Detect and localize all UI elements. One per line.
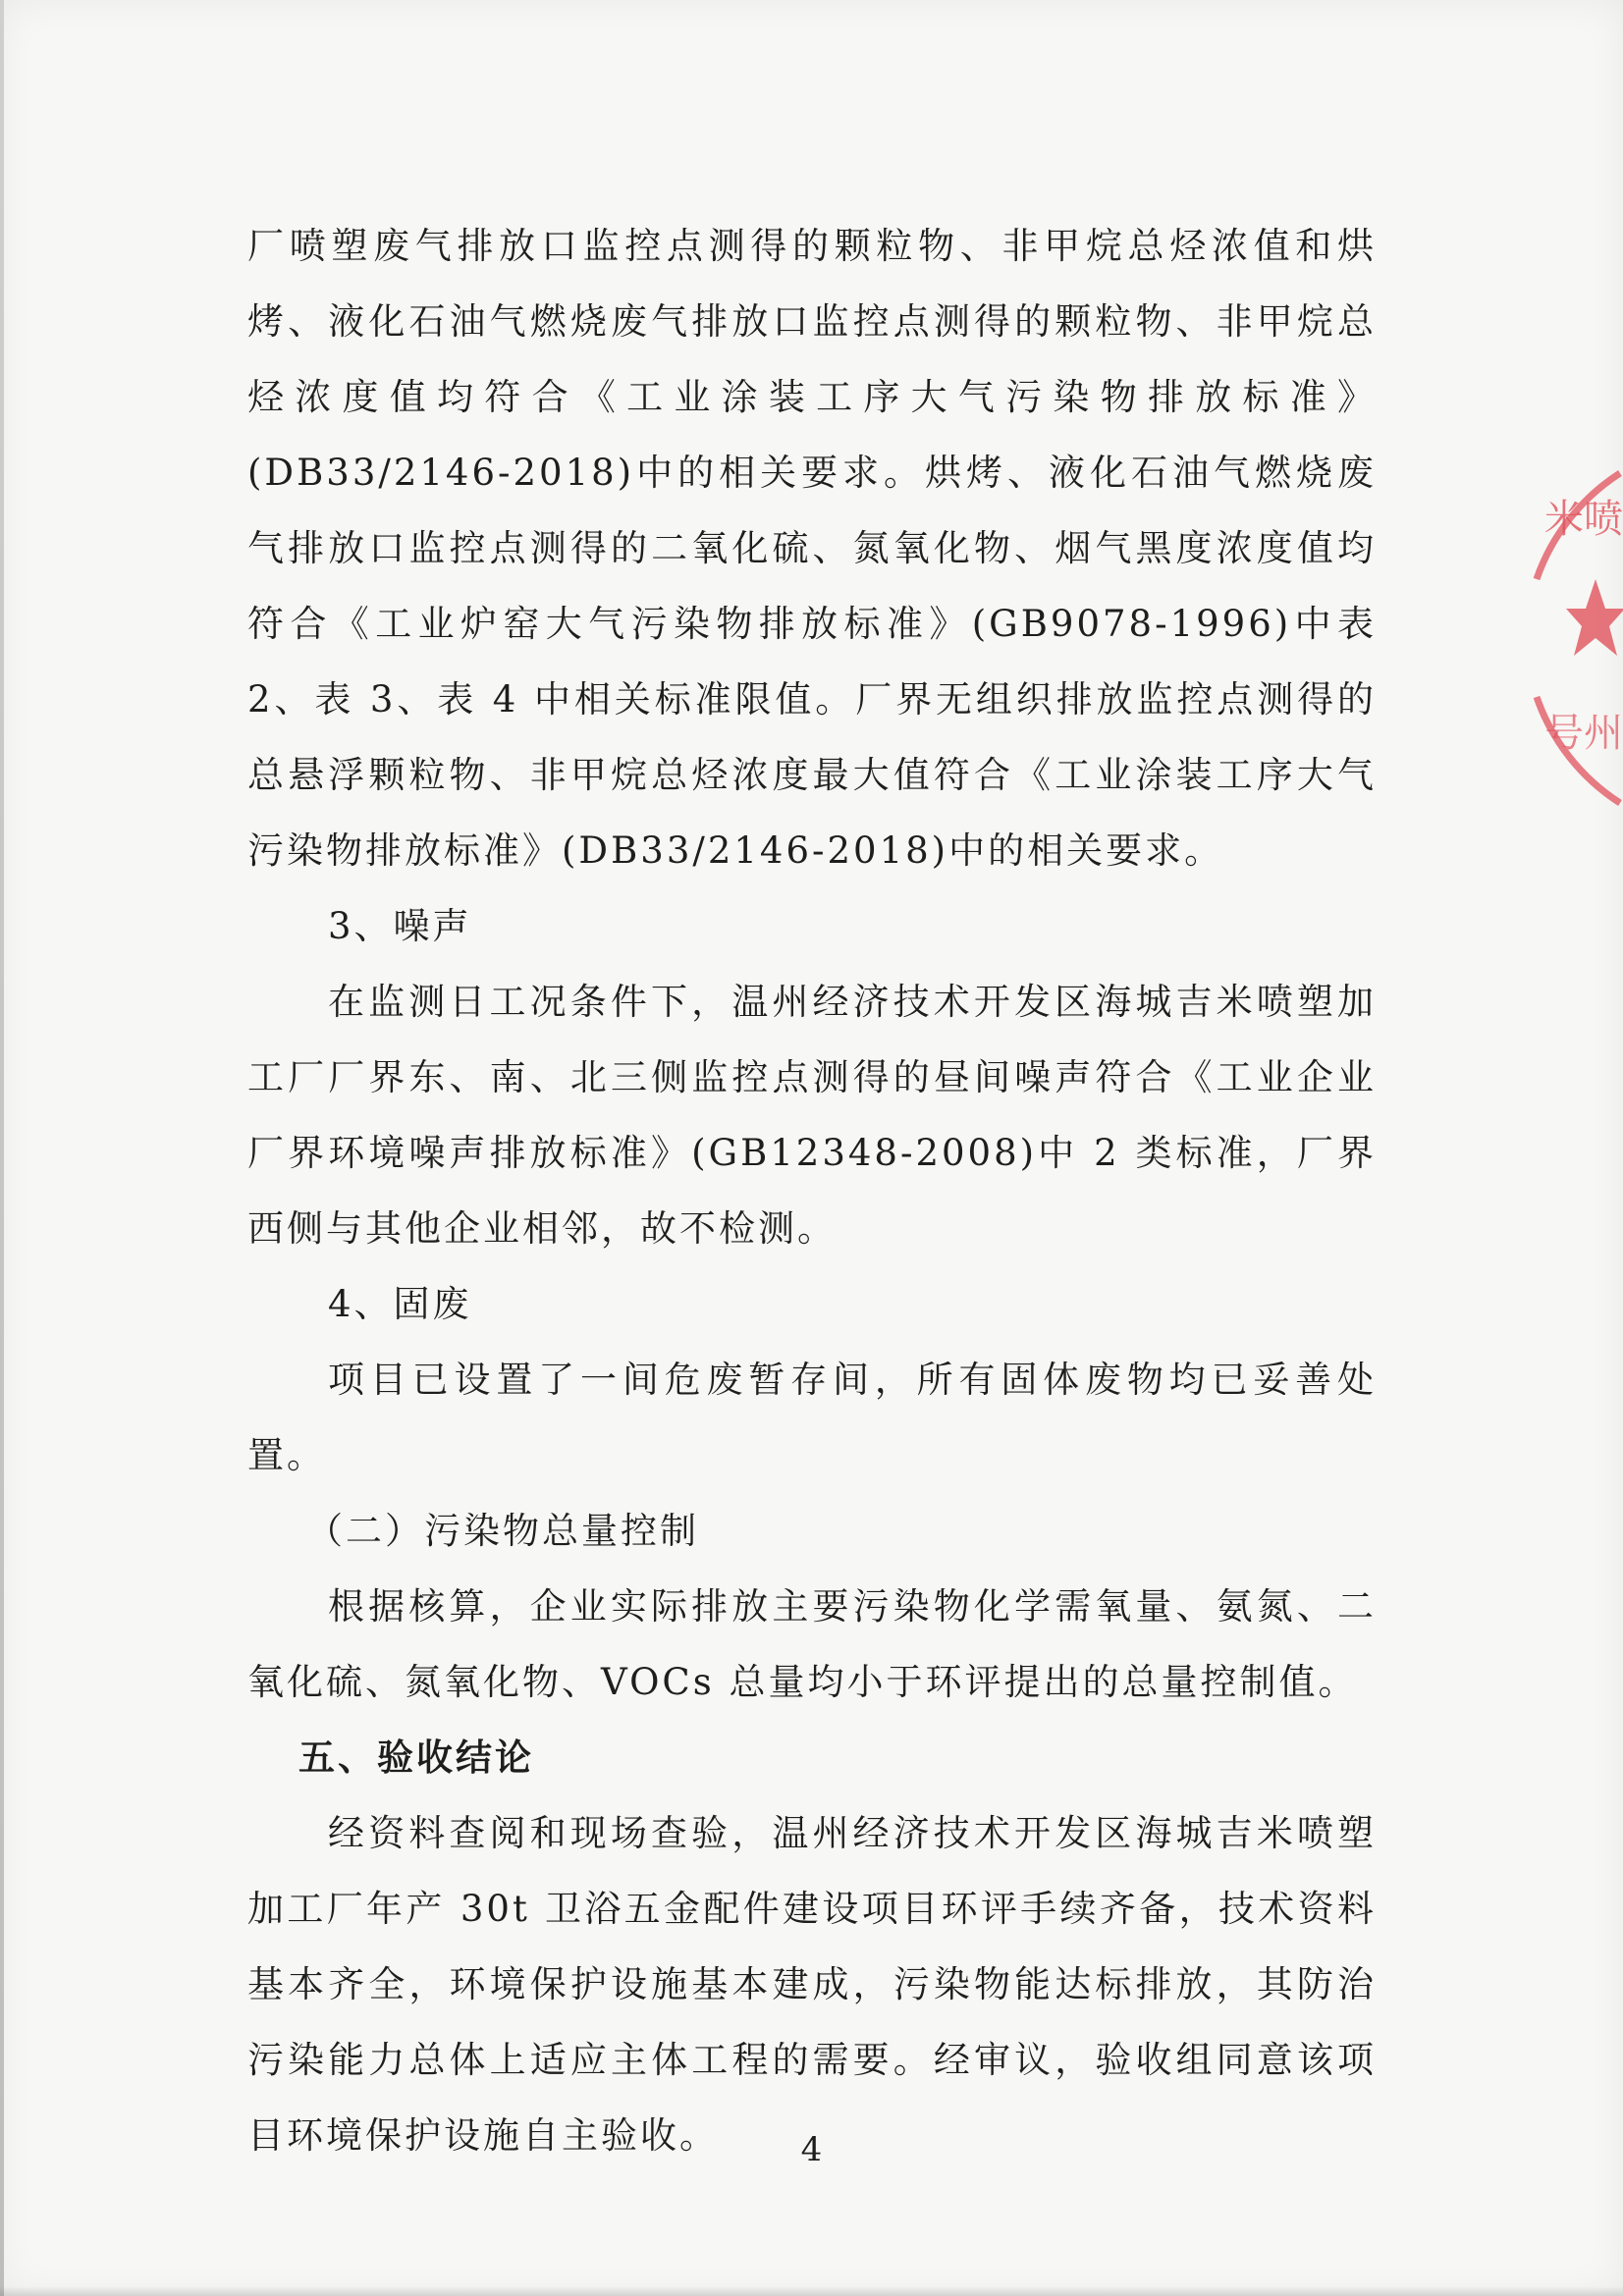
seal-bottom-text: 号州 <box>1544 711 1623 756</box>
heading-solid-waste: 4、固废 <box>328 1283 472 1325</box>
seal-star-icon <box>1566 579 1623 656</box>
heading-total-control: （二）污染物总量控制 <box>306 1510 699 1552</box>
paragraph-air-emissions: 厂喷塑废气排放口监控点测得的颗粒物、非甲烷总烃浓值和烘烤、液化石油气燃烧废气排放口监控点测得的颗粒物、非甲烷总烃浓度值均符合《工业涂装工序大气污染物排放标准》(DB33/2146-2018)中的相关要求。烘烤、液化石油气燃烧废气排放口监控点测得的二氧化硫、氮氧化物、烟气黑度浓度值均符合《工业炉窑大气污染物排放标准》(GB9078-1996)中表 2、表 3、表 4 中相关标准限值。厂界无组织排放监控点测得的总悬浮颗粒物、非甲烷总烃浓度最大值符合《工业涂装工序大气污染物排放标准》(DB33/2146-2018)中的相关要求。 <box>247 225 1377 872</box>
page-bottom-shadow <box>0 2286 1623 2296</box>
page-edge-shadow <box>0 0 4 2296</box>
paragraph-conclusion: 经资料查阅和现场查验，温州经济技术开发区海城吉米喷塑加工厂年产 30t 卫浴五金配件建设项目环评手续齐备，技术资料基本齐全，环境保护设施基本建成，污染物能达标排放，其防治污染能力总体上适应主体工程的需要。经审议，验收组同意该项目环境保护设施自主验收。 <box>247 1812 1377 2157</box>
seal-top-text: 米喷 <box>1544 497 1623 542</box>
seal-graphic <box>1527 461 1623 815</box>
paragraph-total-control: 根据核算，企业实际排放主要污染物化学需氧量、氨氮、二氧化硫、氮氧化物、VOCs 总量均小于环评提出的总量控制值。 <box>247 1585 1377 1703</box>
heading-noise: 3、噪声 <box>328 905 472 947</box>
body-text <box>247 208 1377 2173</box>
heading-conclusion: 五、验收结论 <box>298 1735 534 1779</box>
page-number: 4 <box>800 2130 823 2169</box>
official-seal <box>1527 461 1623 815</box>
paragraph-solid-waste: 项目已设置了一间危废暂存间，所有固体废物均已妥善处置。 <box>247 1359 1377 1476</box>
paragraph-noise: 在监测日工况条件下，温州经济技术开发区海城吉米喷塑加工厂厂界东、南、北三侧监控点测得的昼间噪声符合《工业企业厂界环境噪声排放标准》(GB12348-2008)中 2 类标准，厂界西侧与其他企业相邻，故不检测。 <box>247 981 1377 1250</box>
